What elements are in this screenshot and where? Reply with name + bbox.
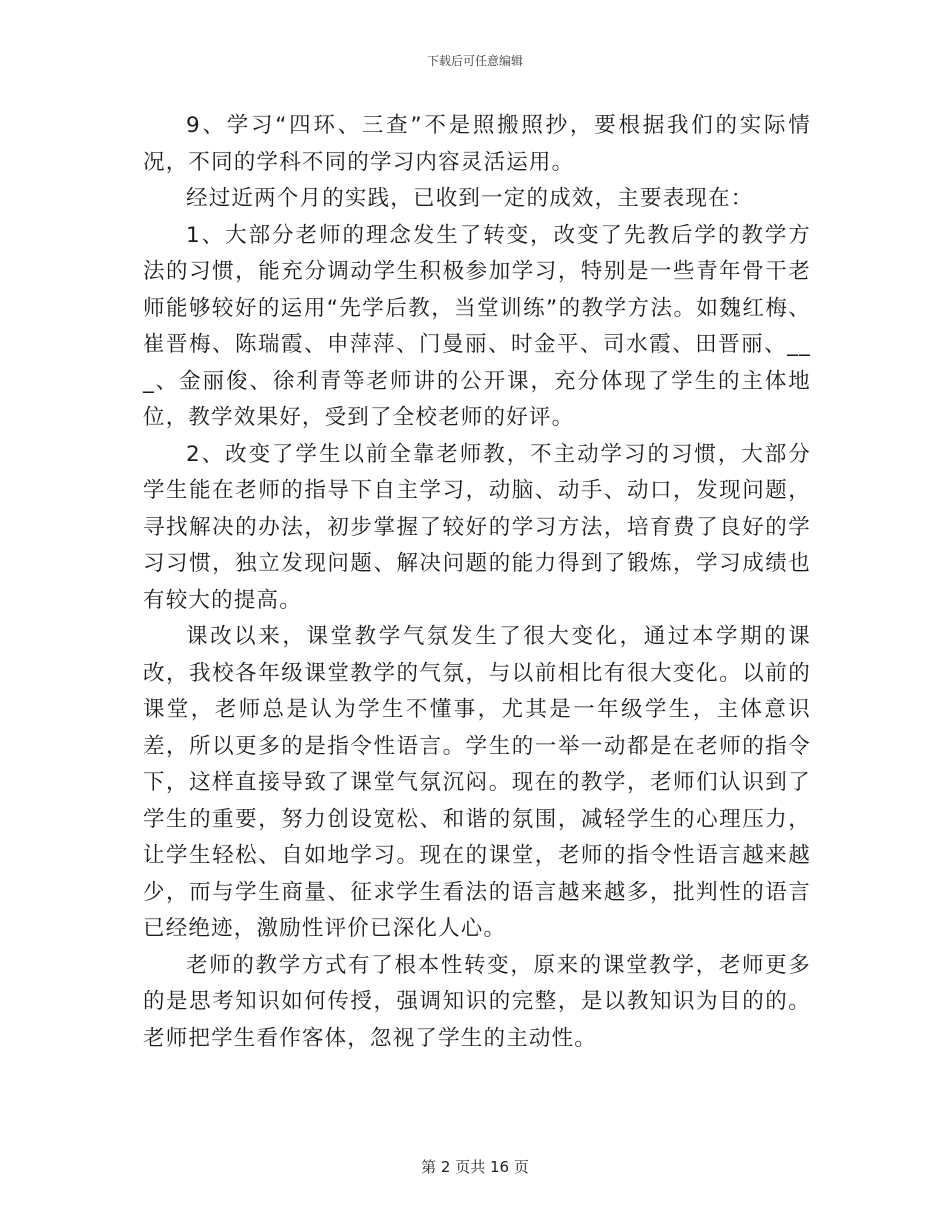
document-body — [143, 108, 811, 1057]
page-number: 第 2 页共 16 页 — [421, 1158, 529, 1176]
paragraph-classroom-atmosphere: 课改以来，课堂教学气氛发生了很大变化，通过本学期的课改，我校各年级课堂教学的气氛，与以前相比有很大变化。以前的课堂，老师总是认为学生不懂事，尤其是一年级学生，主体意识差，所以更多的是指令性语言。学生的一举一动都是在老师的指令下，这样直接导致了课堂气氛沉闷。现在的教学，老师们认识到了学生的重要，努力创设宽松、和谐的氛围，减轻学生的心理压力，让学生轻松、自如地学习。现在的课堂，老师的指令性语言越来越少，而与学生商量、征求学生看法的语言越来越多，批判性的语言已经绝迹，激励性评价已深化人心。 — [143, 624, 811, 941]
paragraph-results-intro: 经过近两个月的实践，已收到一定的成效，主要表现在： — [186, 186, 754, 211]
paragraph-result-2: 2、改变了学生以前全靠老师教，不主动学习的习惯，大部分学生能在老师的指导下自主学习，动脑、动手、动口，发现问题，寻找解决的办法，初步掌握了较好的学习方法，培育费了良好的学习习惯，独立发现问题、解决问题的能力得到了锻炼，学习成绩也有较大的提高。 — [143, 441, 811, 613]
paragraph-item-9: 9、学习“四环、三查”不是照搬照抄，要根据我们的实际情况，不同的学科不同的学习内容灵活运用。 — [143, 113, 811, 175]
page-header: 下载后可任意编辑 — [426, 54, 523, 68]
paragraph-teaching-method: 老师的教学方式有了根本性转变，原来的课堂教学，老师更多的是思考知识如何传授，强调知识的完整，是以教知识为目的的。老师把学生看作客体，忽视了学生的主动性。 — [143, 952, 811, 1051]
paragraph-result-1: 1、大部分老师的理念发生了转变，改变了先教后学的教学方法的习惯，能充分调动学生积极参加学习，特别是一些青年骨干老师能够较好的运用“先学后教，当堂训练”的教学方法。如魏红梅、崔晋梅、陈瑞霞、申萍萍、门曼丽、时金平、司水霞、田晋丽、___、金丽俊、徐利青等老师讲的公开课，充分体现了学生的主体地位，教学效果好，受到了全校老师的好评。 — [143, 222, 811, 430]
